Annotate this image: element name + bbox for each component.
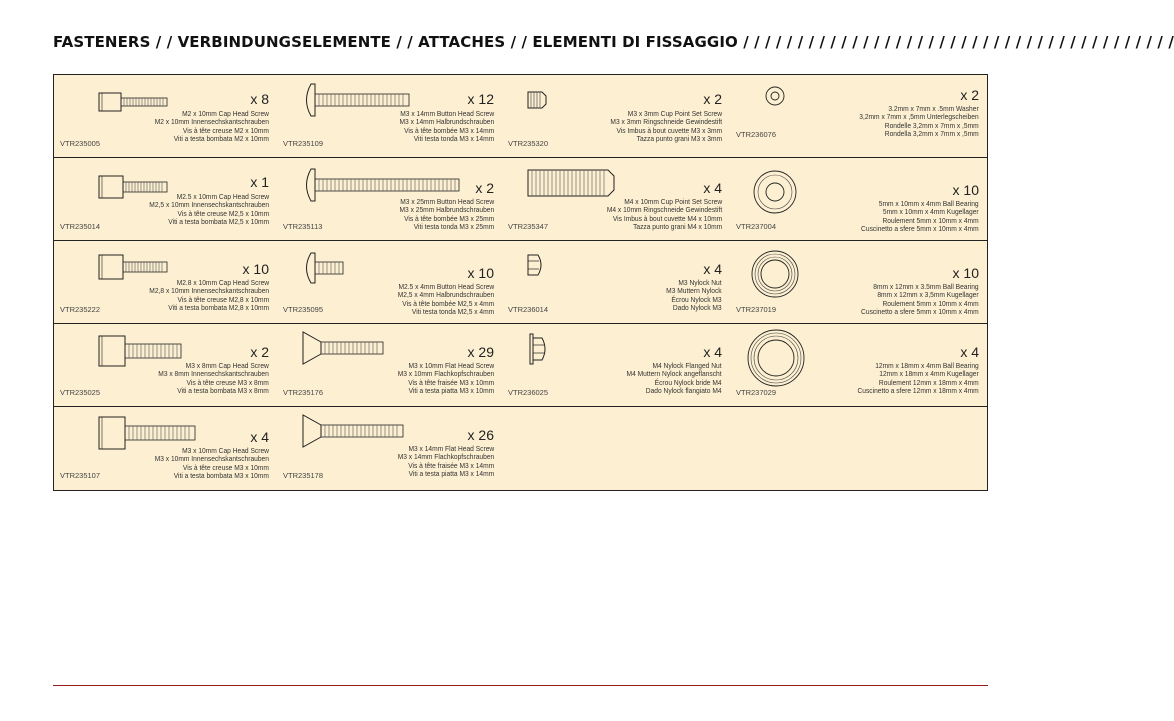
table-row	[54, 407, 987, 489]
part-cell	[54, 158, 277, 240]
part-code: VTR236014	[508, 305, 549, 314]
part-cell	[54, 241, 277, 323]
quantity: x 29	[467, 344, 494, 360]
set-screw-icon	[526, 89, 548, 111]
washer-icon	[764, 85, 786, 107]
part-cell	[54, 75, 277, 157]
description: M3 x 3mm Cup Point Set Screw M3 x 3mm Ringschneide Gewindestift Vis Imbus à bout cuvette M3 x 3mm Tazza punto grani M3 x 3mm	[610, 109, 722, 143]
part-code: VTR235176	[283, 388, 324, 397]
quantity: x 4	[703, 344, 722, 360]
description: M3 x 10mm Flat Head Screw M3 x 10mm Flachkopfschrauben Vis à tête fraisée M3 x 10mm Viti a testa piatta M3 x 10mm	[397, 361, 494, 395]
description: 12mm x 18mm x 4mm Ball Bearing 12mm x 18mm x 4mm Kugellager Roulement 12mm x 18mm x 4mm Cuscinetto a sfere 12mm x 18mm x 4mm	[857, 361, 979, 395]
description: M2.8 x 10mm Cap Head Screw M2,8 x 10mm Innensechskantschrauben Vis à tête creuse M2,8 x 10mm Viti a testa bombata M2,8 x 10mm	[149, 278, 269, 312]
description: M3 x 14mm Flat Head Screw M3 x 14mm Flachkopfschrauben Vis à tête fraisée M3 x 14mm Viti a testa piatta M3 x 14mm	[397, 444, 494, 478]
quantity: x 4	[250, 429, 269, 445]
part-code: VTR237004	[736, 222, 777, 231]
part-cell	[730, 241, 987, 323]
part-cell	[54, 407, 277, 489]
part-code: VTR236025	[508, 388, 549, 397]
quantity: x 12	[467, 91, 494, 107]
flat-head-screw-icon	[301, 330, 387, 366]
part-code: VTR237019	[736, 305, 777, 314]
part-code: VTR235113	[283, 222, 323, 231]
ball-bearing-icon	[746, 328, 806, 388]
part-cell	[277, 75, 502, 157]
ball-bearing-icon	[750, 249, 800, 299]
quantity: x 10	[467, 265, 494, 281]
description: M3 x 14mm Button Head Screw M3 x 14mm Halbrundschrauben Vis à tête bombée M3 x 14mm Viti testa tonda M3 x 14mm	[399, 109, 494, 143]
table-row	[54, 324, 987, 407]
part-cell	[277, 407, 502, 489]
part-code: VTR235222	[60, 305, 101, 314]
button-head-screw-icon	[301, 251, 347, 285]
description: M2.5 x 4mm Button Head Screw M2,5 x 4mm Halbrundschrauben Vis à tête bombée M2,5 x 4mm Viti testa tonda M2,5 x 4mm	[397, 282, 494, 316]
part-code: VTR236076	[736, 130, 777, 139]
table-row	[54, 158, 987, 241]
set-screw-icon	[526, 168, 616, 198]
table-row	[54, 75, 987, 158]
part-cell	[730, 158, 987, 240]
part-code: VTR235107	[60, 471, 101, 480]
description: M3 Nylock Nut M3 Muttern Nylock Écrou Nylock M3 Dado Nylock M3	[666, 278, 722, 312]
part-code: VTR235014	[60, 222, 101, 231]
description: M3 x 10mm Cap Head Screw M3 x 10mm Innensechskantschrauben Vis à tête creuse M3 x 10mm Viti a testa bombata M3 x 10mm	[154, 446, 269, 480]
quantity: x 26	[467, 427, 494, 443]
part-code: VTR235178	[283, 471, 324, 480]
part-code: VTR235025	[60, 388, 101, 397]
quantity: x 4	[703, 180, 722, 196]
part-cell	[277, 158, 502, 240]
part-cell	[730, 324, 987, 406]
quantity: x 8	[250, 91, 269, 107]
quantity: x 10	[242, 261, 269, 277]
part-cell	[730, 75, 987, 157]
description: 5mm x 10mm x 4mm Ball Bearing 5mm x 10mm x 4mm Kugellager Roulement 5mm x 10mm x 4mm Cuscinetto a sfere 5mm x 10mm x 4mm	[861, 199, 979, 233]
quantity: x 1	[250, 174, 269, 190]
part-cell	[277, 241, 502, 323]
nylock-nut-icon	[526, 253, 546, 277]
description: 3.2mm x 7mm x .5mm Washer 3,2mm x 7mm x ,5mm Unterlegscheiben Rondelle 3,2mm x 7mm x ,5mm Rondella 3,2mm x 7mm x ,5mm	[859, 104, 979, 138]
part-cell	[54, 324, 277, 406]
description: M4 Nylock Flanged Nut M4 Muttern Nylock angeflanscht Écrou Nylock bride M4 Dado Nylock flangiato M4	[626, 361, 722, 395]
description: M3 x 8mm Cap Head Screw M3 x 8mm Innensechskantschrauben Vis à tête creuse M3 x 8mm Viti a testa bombata M3 x 8mm	[158, 361, 269, 395]
part-cell	[502, 241, 730, 323]
fasteners-table	[53, 74, 988, 491]
quantity: x 2	[703, 91, 722, 107]
description: M3 x 25mm Button Head Screw M3 x 25mm Halbrundschrauben Vis à tête bombée M3 x 25mm Viti testa tonda M3 x 25mm	[399, 197, 494, 231]
part-cell	[277, 324, 502, 406]
part-code: VTR235320	[508, 139, 549, 148]
description: M4 x 10mm Cup Point Set Screw M4 x 10mm Ringschneide Gewindestift Vis Imbus à bout cuvette M4 x 10mm Tazza punto grani M4 x 10mm	[606, 197, 722, 231]
part-code: VTR235347	[508, 222, 549, 231]
part-code: VTR235109	[283, 139, 324, 148]
footer-divider	[53, 685, 988, 686]
table-row	[54, 241, 987, 324]
quantity: x 4	[703, 261, 722, 277]
part-code: VTR235005	[60, 139, 101, 148]
quantity: x 10	[952, 265, 979, 281]
part-cell	[502, 158, 730, 240]
description: M2.5 x 10mm Cap Head Screw M2,5 x 10mm Innensechskantschrauben Vis à tête creuse M2,5 x 10mm Viti a testa bombata M2,5 x 10mm	[149, 192, 269, 226]
quantity: x 2	[250, 344, 269, 360]
quantity: x 2	[960, 87, 979, 103]
quantity: x 10	[952, 182, 979, 198]
part-code: VTR237029	[736, 388, 777, 397]
quantity: x 2	[475, 180, 494, 196]
cap-head-screw-icon	[98, 253, 170, 281]
page-title: FASTENERS / / VERBINDUNGSELEMENTE / / ATTACHES / / ELEMENTI DI FISSAGGIO / / / / / / / / / / / / / / / / / / / / / / / / / / / / / / / / / / / / / / / /	[53, 33, 1174, 51]
part-code: VTR235095	[283, 305, 324, 314]
part-cell	[502, 324, 730, 406]
flanged-nut-icon	[528, 332, 550, 366]
quantity: x 4	[960, 344, 979, 360]
flat-head-screw-icon	[301, 413, 407, 449]
description: 8mm x 12mm x 3.5mm Ball Bearing 8mm x 12mm x 3,5mm Kugellager Roulement 5mm x 10mm x 4mm Cuscinetto a sfere 5mm x 10mm x 4mm	[861, 282, 979, 316]
button-head-screw-icon	[301, 81, 411, 119]
part-cell	[502, 75, 730, 157]
description: M2 x 10mm Cap Head Screw M2 x 10mm Innensechskantschrauben Vis à tête creuse M2 x 10mm Viti a testa bombata M2 x 10mm	[154, 109, 269, 143]
ball-bearing-icon	[752, 169, 798, 215]
